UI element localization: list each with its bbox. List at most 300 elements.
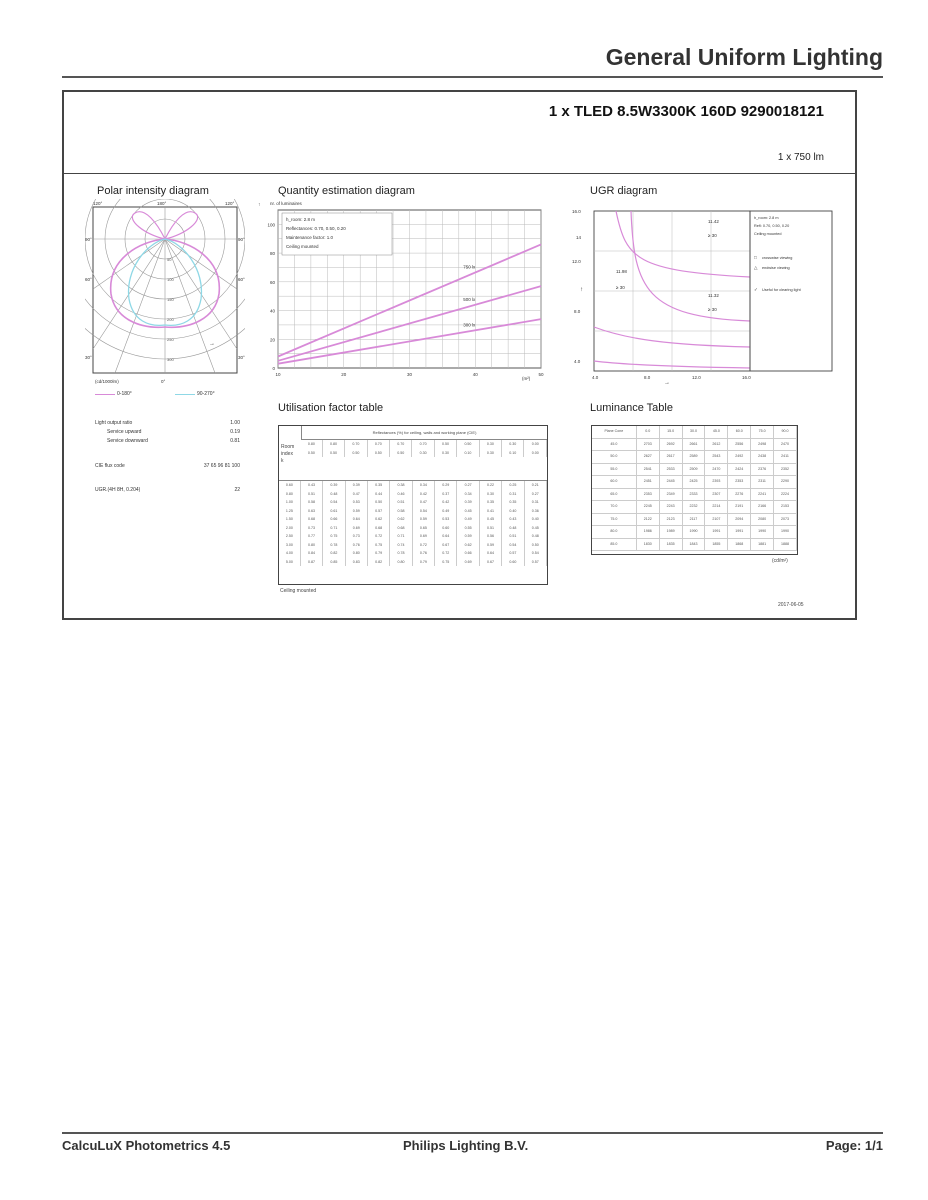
table-cell: 45.0 xyxy=(592,438,636,451)
quantity-note: Reflectances: 0.70, 0.50, 0.20 xyxy=(286,226,346,231)
table-cell: 2411 xyxy=(774,451,797,464)
table-cell: 0.51 xyxy=(479,524,501,533)
luminance-unit: (cd/m²) xyxy=(772,558,788,564)
polar-angle-label: 30° xyxy=(238,355,245,360)
utilisation-row-label: index xyxy=(281,451,293,457)
table-cell: 0.38 xyxy=(390,481,412,490)
table-cell: 2445 xyxy=(659,476,682,489)
frame-divider xyxy=(64,173,855,174)
table-cell: 0.42 xyxy=(412,490,434,499)
table-cell: 0.78 xyxy=(323,541,345,550)
table-cell: 2349 xyxy=(659,488,682,501)
table-cell: 1835 xyxy=(659,538,682,551)
table-row xyxy=(592,538,797,551)
table-cell: 0.53 xyxy=(435,515,457,524)
table-cell: 0.47 xyxy=(412,498,434,507)
table-cell: 0.80 xyxy=(345,549,367,558)
table-cell: 0.63 xyxy=(300,507,322,516)
table-cell: 75.0 xyxy=(751,426,774,438)
table-cell: 2451 xyxy=(636,476,659,489)
table-cell: 2612 xyxy=(705,438,728,451)
quantity-x-tick: 20 xyxy=(341,372,347,377)
table-cell: 50.0 xyxy=(592,451,636,464)
table-cell: 0.58 xyxy=(390,507,412,516)
table-cell: 0.49 xyxy=(457,515,479,524)
table-cell: 0.50 xyxy=(367,498,389,507)
table-cell: 0.50 xyxy=(434,440,456,449)
table-cell: 2543 xyxy=(705,451,728,464)
table-cell: 0.36 xyxy=(524,507,546,516)
table-cell: 0.59 xyxy=(345,507,367,516)
table-cell: 0.48 xyxy=(524,532,546,541)
polar-top-label: 120° xyxy=(225,201,235,206)
table-cell: 0.64 xyxy=(345,515,367,524)
table-cell: 0.00 xyxy=(524,449,547,458)
table-cell: 2627 xyxy=(636,451,659,464)
polar-ring-label: 200 xyxy=(167,317,174,322)
polar-title: Polar intensity diagram xyxy=(97,185,209,197)
utilisation-footer: Ceiling mounted xyxy=(280,588,317,594)
table-cell: 0.84 xyxy=(300,549,322,558)
table-cell: 2123 xyxy=(659,513,682,526)
table-cell: 0.39 xyxy=(457,498,479,507)
table-cell: 2.50 xyxy=(279,532,300,541)
table-cell: 2166 xyxy=(751,501,774,514)
table-cell: 15.0 xyxy=(659,426,682,438)
table-cell: 2617 xyxy=(659,451,682,464)
table-cell: 0.66 xyxy=(323,515,345,524)
table-cell: 0.30 xyxy=(479,440,501,449)
utilisation-row-label: Room xyxy=(281,444,295,450)
table-cell: 2352 xyxy=(774,463,797,476)
table-cell: 0.80 xyxy=(322,440,344,449)
table-cell: 0.21 xyxy=(524,481,546,490)
table-cell: 2498 xyxy=(751,438,774,451)
ugr-legend-marker-icon: ✓ xyxy=(754,287,758,292)
quantity-y-tick: 40 xyxy=(269,308,275,314)
polar-angle-label: 60° xyxy=(85,277,92,282)
table-cell: 1868 xyxy=(728,538,751,551)
table-cell: 1.25 xyxy=(279,507,300,516)
ugr-curve-label: 11.42 xyxy=(708,219,719,224)
table-cell: 2556 xyxy=(728,438,751,451)
table-cell: 0.51 xyxy=(502,532,524,541)
table-cell: 0.59 xyxy=(412,515,434,524)
table-cell: 0.67 xyxy=(479,558,501,567)
table-cell: 0.46 xyxy=(390,490,412,499)
table-cell: 1986 xyxy=(636,526,659,539)
table-cell: 0.40 xyxy=(502,507,524,516)
quantity-note: Maintenance factor: 1.0 xyxy=(286,235,334,240)
ugr-curve-label: 11.98 xyxy=(616,269,627,274)
table-row xyxy=(279,490,547,499)
table-cell: 75.0 xyxy=(592,513,636,526)
table-cell: 0.72 xyxy=(412,541,434,550)
table-row xyxy=(592,438,797,451)
info-value: 0.81 xyxy=(230,438,240,444)
table-cell: 2153 xyxy=(774,501,797,514)
polar-zero-label: 0° xyxy=(161,379,166,384)
table-cell: 0.10 xyxy=(457,449,479,458)
ugr-y-tick: 16.0 xyxy=(572,209,581,214)
quantity-y-tick: 80 xyxy=(269,251,275,257)
table-cell: 0.54 xyxy=(524,549,546,558)
ugr-legend-marker-icon: △ xyxy=(754,265,758,270)
table-row xyxy=(279,498,547,507)
table-cell: 0.50 xyxy=(345,449,367,458)
ugr-legend-marker-icon: □ xyxy=(754,255,757,260)
footer-page-number: Page: 1/1 xyxy=(825,1138,883,1153)
table-cell: 1990 xyxy=(751,526,774,539)
table-cell: 1989 xyxy=(659,526,682,539)
utilisation-data-rows xyxy=(279,480,547,566)
table-row xyxy=(592,463,797,476)
quantity-y-tick: 100 xyxy=(267,222,275,228)
table-cell: 0.70 xyxy=(345,440,367,449)
table-cell: 0.62 xyxy=(367,515,389,524)
table-cell: 0.59 xyxy=(479,541,501,550)
table-cell: 2117 xyxy=(682,513,705,526)
table-cell: 0.79 xyxy=(367,549,389,558)
utilisation-title: Utilisation factor table xyxy=(278,402,384,414)
table-cell: 0.50 xyxy=(524,541,546,550)
table-cell: 70.0 xyxy=(592,501,636,514)
quantity-x-tick: 10 xyxy=(275,372,281,377)
table-cell: 0.00 xyxy=(524,440,547,449)
info-label: UGR.(4H 8H, 0.204) xyxy=(95,487,141,493)
info-label: Light output ratio xyxy=(95,420,133,426)
table-cell: 0.79 xyxy=(412,558,434,567)
luminaire-title: 1 x TLED 8.5W3300K 160D 9290018121 xyxy=(548,103,824,120)
table-row xyxy=(279,524,547,533)
table-cell: 0.43 xyxy=(502,515,524,524)
table-cell: 60.0 xyxy=(592,476,636,489)
table-cell: 0.69 xyxy=(457,558,479,567)
info-label: Service downward xyxy=(107,438,148,444)
report-date: 2017-06-05 xyxy=(778,602,804,608)
table-cell: 0.71 xyxy=(323,524,345,533)
info-value: 1.00 xyxy=(230,420,240,426)
table-cell: 0.31 xyxy=(524,498,546,507)
table-cell: 0.50 xyxy=(322,449,344,458)
ugr-curve-label: ≥ 30 xyxy=(708,233,717,238)
table-cell: 2692 xyxy=(659,438,682,451)
table-cell: 2094 xyxy=(728,513,751,526)
table-cell: 0.69 xyxy=(412,532,434,541)
table-cell: 0.82 xyxy=(323,549,345,558)
table-cell: 1991 xyxy=(728,526,751,539)
legend-label-0-180: 0-180° xyxy=(117,391,132,397)
luminance-table xyxy=(591,425,798,555)
table-cell: 80.0 xyxy=(592,526,636,539)
quantity-x-tick: 50 xyxy=(538,372,544,377)
quantity-svg xyxy=(258,198,548,388)
utilisation-table xyxy=(278,425,548,585)
table-cell: 0.44 xyxy=(367,490,389,499)
quantity-series-label: 500 lx xyxy=(463,296,476,302)
table-cell: 0.49 xyxy=(435,507,457,516)
table-cell: 2533 xyxy=(659,463,682,476)
table-cell: 1855 xyxy=(705,538,728,551)
table-cell: 2243 xyxy=(659,501,682,514)
table-cell: 0.51 xyxy=(300,490,322,499)
table-cell: 2425 xyxy=(682,476,705,489)
table-cell: 90.0 xyxy=(774,426,797,438)
table-cell: 0.80 xyxy=(301,440,322,449)
table-cell: 0.55 xyxy=(457,524,479,533)
table-cell: 0.80 xyxy=(390,558,412,567)
table-cell: 0.80 xyxy=(279,490,300,499)
ugr-legend-head: h_room: 2.8 m xyxy=(754,216,779,220)
table-row xyxy=(592,501,797,514)
table-cell: 0.61 xyxy=(323,507,345,516)
table-cell: 0.30 xyxy=(479,449,501,458)
table-cell: 2214 xyxy=(705,501,728,514)
table-cell: 2424 xyxy=(728,463,751,476)
table-cell: 0.35 xyxy=(367,481,389,490)
ugr-y-tick: 4.0 xyxy=(574,359,581,364)
table-cell: 0.64 xyxy=(435,532,457,541)
luminance-title: Luminance Table xyxy=(590,402,673,414)
table-row xyxy=(592,476,797,489)
table-row xyxy=(592,488,797,501)
table-cell: 2470 xyxy=(705,463,728,476)
table-cell: 0.45 xyxy=(524,524,546,533)
polar-angle-label: 90° xyxy=(85,237,92,242)
table-cell: 0.34 xyxy=(457,490,479,499)
table-cell: 0.65 xyxy=(412,524,434,533)
table-cell: 65.0 xyxy=(592,488,636,501)
page-title: General Uniform Lighting xyxy=(605,44,883,70)
info-value: 37 65 96 81 100 xyxy=(203,463,240,469)
table-cell: 0.58 xyxy=(300,498,322,507)
table-cell: 5.00 xyxy=(279,558,300,567)
table-row xyxy=(279,532,547,541)
quantity-title: Quantity estimation diagram xyxy=(278,185,415,197)
table-cell: 0.27 xyxy=(457,481,479,490)
table-cell: 0.82 xyxy=(367,558,389,567)
table-cell: 0.0 xyxy=(636,426,659,438)
table-cell: 2353 xyxy=(636,488,659,501)
quantity-y-tick: 0 xyxy=(272,366,275,371)
table-cell: 0.75 xyxy=(323,532,345,541)
ugr-legend-head: Refl: 0.70, 0.50, 0.20 xyxy=(754,224,790,228)
quantity-note: h_room: 2.8 m xyxy=(286,217,316,222)
ugr-x-tick: 16.0 xyxy=(742,375,751,380)
table-cell: 0.72 xyxy=(435,549,457,558)
table-cell: 0.54 xyxy=(412,507,434,516)
table-cell: 4.00 xyxy=(279,549,300,558)
table-cell: 0.53 xyxy=(345,498,367,507)
table-cell: 0.54 xyxy=(502,541,524,550)
quantity-x-tick: 30 xyxy=(406,372,413,377)
table-cell: 0.59 xyxy=(457,532,479,541)
table-cell: 2073 xyxy=(774,513,797,526)
table-cell: 0.37 xyxy=(435,490,457,499)
table-cell: 0.43 xyxy=(300,481,322,490)
table-cell: 0.76 xyxy=(345,541,367,550)
polar-arrow-icon: → xyxy=(209,341,215,347)
table-cell: 2376 xyxy=(751,463,774,476)
table-cell: 0.60 xyxy=(502,558,524,567)
table-cell: 0.69 xyxy=(345,524,367,533)
table-cell: 0.85 xyxy=(323,558,345,567)
table-row xyxy=(279,507,547,516)
ugr-legend-item: crosswise viewing xyxy=(762,256,793,260)
ugr-y-tick: 14 xyxy=(576,235,582,240)
table-cell: 0.35 xyxy=(479,498,501,507)
polar-ring-label: 50 xyxy=(167,257,172,262)
polar-diagram xyxy=(85,199,245,389)
footer-rule xyxy=(62,1132,883,1134)
polar-top-label: 120° xyxy=(93,201,103,206)
table-cell: 0.39 xyxy=(323,481,345,490)
table-cell: 2.00 xyxy=(279,524,300,533)
ugr-y-tick: 12.0 xyxy=(572,259,581,264)
table-cell: 0.47 xyxy=(345,490,367,499)
table-cell: 0.41 xyxy=(479,507,501,516)
ugr-x-tick: 12.0 xyxy=(692,375,701,380)
table-cell: 0.73 xyxy=(300,524,322,533)
footer-company: Philips Lighting B.V. xyxy=(403,1138,529,1153)
table-cell: 1990 xyxy=(682,526,705,539)
table-cell: 0.70 xyxy=(390,440,412,449)
table-cell: 0.25 xyxy=(502,481,524,490)
table-cell: 0.68 xyxy=(367,524,389,533)
quantity-series-label: 300 lx xyxy=(463,322,476,328)
table-cell: 1990 xyxy=(774,526,797,539)
table-cell: 0.68 xyxy=(390,524,412,533)
table-cell: 0.50 xyxy=(457,440,479,449)
table-cell: 2307 xyxy=(705,488,728,501)
table-cell: 1843 xyxy=(682,538,705,551)
polar-ring-label: 300 xyxy=(167,357,174,362)
luminaire-flux: 1 x 750 lm xyxy=(777,152,824,163)
table-cell: 0.57 xyxy=(502,549,524,558)
table-cell: 2661 xyxy=(682,438,705,451)
polar-unit: (cd/1000lm) xyxy=(95,379,119,384)
table-cell: 0.66 xyxy=(457,549,479,558)
table-row xyxy=(592,451,797,464)
table-cell: 2245 xyxy=(636,501,659,514)
table-cell: 1.00 xyxy=(279,498,300,507)
table-row xyxy=(301,449,547,458)
table-cell: 0.35 xyxy=(502,498,524,507)
table-cell: 0.67 xyxy=(435,541,457,550)
table-row xyxy=(592,513,797,526)
table-row xyxy=(279,541,547,550)
table-cell: 1881 xyxy=(751,538,774,551)
table-cell: 2509 xyxy=(682,463,705,476)
table-cell: 2703 xyxy=(636,438,659,451)
table-cell: 3.00 xyxy=(279,541,300,550)
polar-angle-label: 30° xyxy=(85,355,92,360)
table-cell: 0.50 xyxy=(301,449,322,458)
table-cell: 0.78 xyxy=(390,549,412,558)
table-cell: 0.45 xyxy=(457,507,479,516)
table-cell: 0.62 xyxy=(457,541,479,550)
table-cell: 2107 xyxy=(705,513,728,526)
table-cell: 0.68 xyxy=(300,515,322,524)
table-row xyxy=(279,515,547,524)
table-cell: 2122 xyxy=(636,513,659,526)
polar-legend xyxy=(95,390,245,400)
table-cell: 60.0 xyxy=(728,426,751,438)
polar-ring-label: 150 xyxy=(167,297,174,302)
table-cell: 0.42 xyxy=(435,498,457,507)
quantity-series-label: 750 lx xyxy=(463,264,476,270)
utilisation-ref-rows xyxy=(301,440,547,457)
table-cell: 0.29 xyxy=(435,481,457,490)
table-cell: 0.74 xyxy=(390,541,412,550)
table-cell: 0.39 xyxy=(345,481,367,490)
table-cell: 0.40 xyxy=(524,515,546,524)
table-cell: 1888 xyxy=(774,538,797,551)
ugr-curve-label: ≥ 30 xyxy=(708,307,717,312)
quantity-y-arrow-icon: ↑ xyxy=(258,202,261,208)
table-cell: 0.62 xyxy=(390,515,412,524)
ugr-x-tick: 4.0 xyxy=(592,375,599,380)
footer-software: CalcuLuX Photometrics 4.5 xyxy=(62,1138,231,1153)
table-cell: 0.64 xyxy=(479,549,501,558)
ugr-title: UGR diagram xyxy=(590,185,658,197)
table-cell: 0.30 xyxy=(502,440,524,449)
table-row xyxy=(279,549,547,558)
table-row xyxy=(279,558,547,567)
polar-ring-label: 250 xyxy=(167,337,174,342)
table-cell: 2080 xyxy=(751,513,774,526)
ugr-x-arrow-icon: → xyxy=(664,380,670,386)
table-cell: 2311 xyxy=(751,476,774,489)
quantity-y-tick: 60 xyxy=(269,279,275,285)
table-cell: 0.10 xyxy=(502,449,524,458)
ugr-y-arrow-icon: ↑ xyxy=(580,287,583,293)
table-cell: 2541 xyxy=(636,463,659,476)
table-cell: 0.71 xyxy=(390,532,412,541)
table-cell: 2353 xyxy=(728,476,751,489)
table-cell: 0.27 xyxy=(524,490,546,499)
table-cell: 0.73 xyxy=(345,532,367,541)
table-cell: 0.48 xyxy=(502,524,524,533)
legend-swatch-0-180 xyxy=(95,394,115,395)
table-cell: 2191 xyxy=(728,501,751,514)
table-cell: 0.34 xyxy=(412,481,434,490)
table-cell: 0.22 xyxy=(479,481,501,490)
table-cell: 0.31 xyxy=(502,490,524,499)
utilisation-header: Reflectances (%) for ceiling, walls and working plane (CIE) xyxy=(301,426,547,440)
quantity-x-tick: 40 xyxy=(472,372,478,377)
ugr-x-tick: 8.0 xyxy=(644,375,651,380)
table-cell: 0.50 xyxy=(390,449,412,458)
info-value: 0.19 xyxy=(230,429,240,435)
table-cell: 0.50 xyxy=(367,449,389,458)
table-cell: 0.30 xyxy=(412,449,434,458)
table-cell: 2393 xyxy=(705,476,728,489)
table-cell: 0.30 xyxy=(434,449,456,458)
table-cell: 0.75 xyxy=(435,558,457,567)
table-row xyxy=(279,481,547,490)
table-cell: 2333 xyxy=(682,488,705,501)
table-cell: 0.70 xyxy=(412,440,434,449)
table-cell: 0.54 xyxy=(323,498,345,507)
table-cell: 0.48 xyxy=(323,490,345,499)
table-cell: 0.30 xyxy=(479,490,501,499)
table-cell: 0.76 xyxy=(412,549,434,558)
table-cell: 2224 xyxy=(774,488,797,501)
table-cell: 2589 xyxy=(682,451,705,464)
ugr-legend-head: Ceiling mounted xyxy=(754,232,782,236)
table-cell: 1991 xyxy=(705,526,728,539)
